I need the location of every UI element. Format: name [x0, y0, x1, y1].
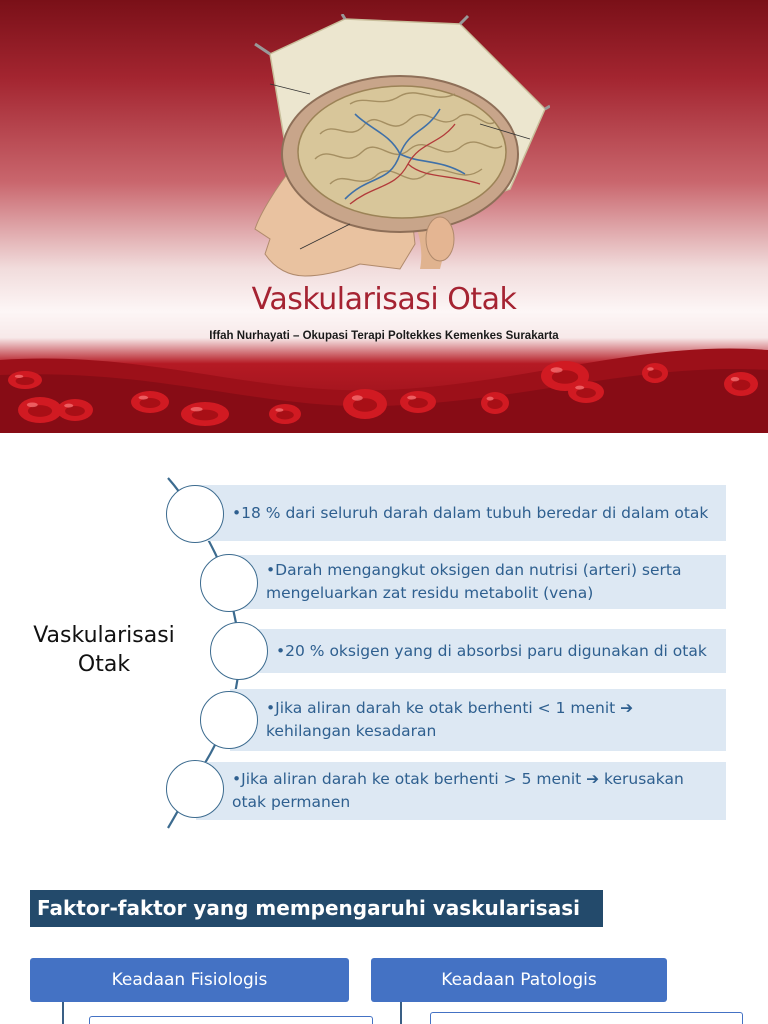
- physiological-detail-card: [89, 1016, 373, 1024]
- info-box-4: [230, 689, 726, 751]
- title-slide: [0, 0, 768, 433]
- info-box-2: [230, 555, 726, 609]
- info-box-1: [196, 485, 726, 541]
- factors-slide: [0, 853, 768, 1024]
- info-text-1: •18 % dari seluruh darah dalam tubuh beredar di dalam otak: [232, 503, 709, 522]
- presentation-subtitle: Iffah Nurhayati – Okupasi Terapi Poltekkes Kemenkes Surakarta: [209, 330, 559, 342]
- blood-cell: [8, 371, 42, 389]
- info-box-3: [240, 629, 726, 673]
- blood-cell: [18, 397, 62, 423]
- factors-heading: Faktor-faktor yang mempengaruhi vaskularisasi otak: [30, 890, 603, 927]
- timeline-node-3: [210, 622, 268, 680]
- physiological-state-button[interactable]: Keadaan Fisiologis: [30, 958, 349, 1002]
- blood-cell: [131, 391, 169, 413]
- info-text-3: •20 % oksigen yang di absorbsi paru digunakan di otak: [276, 641, 707, 660]
- topic-label: Vaskularisasi Otak: [33, 623, 175, 677]
- blood-cell: [724, 372, 758, 396]
- blood-cell: [568, 381, 604, 403]
- blood-cell: [269, 404, 301, 424]
- timeline-node-5: [166, 760, 224, 818]
- blood-cell: [181, 402, 229, 426]
- presentation-title: Vaskularisasi Otak: [251, 282, 517, 317]
- blood-cells-illustration: [0, 340, 768, 433]
- connector-line-left: [62, 1002, 64, 1024]
- info-text-4: •Jika aliran darah ke otak berhenti < 1 menit ➔ kehilangan kesadaran: [266, 699, 634, 740]
- info-box-5: [196, 762, 726, 820]
- pathological-detail-card: [430, 1012, 743, 1024]
- timeline-node-1: [166, 485, 224, 543]
- timeline-node-4: [200, 691, 258, 749]
- brain-anatomy-illustration: [250, 14, 550, 284]
- pathological-state-button[interactable]: Keadaan Patologis: [371, 958, 667, 1002]
- timeline-node-2: [200, 554, 258, 612]
- info-text-5: •Jika aliran darah ke otak berhenti > 5 menit ➔ kerusakan otak permanen: [232, 770, 684, 811]
- info-text-2: •Darah mengangkut oksigen dan nutrisi (arteri) serta mengeluarkan zat residu metabolit (vena): [266, 561, 682, 602]
- connector-line-right: [400, 1002, 402, 1024]
- blood-cell: [481, 392, 509, 414]
- blood-cell: [343, 389, 387, 419]
- blood-cell: [400, 391, 436, 413]
- blood-cell: [642, 363, 668, 383]
- vascularization-slide: [0, 433, 768, 853]
- blood-cell: [57, 399, 93, 421]
